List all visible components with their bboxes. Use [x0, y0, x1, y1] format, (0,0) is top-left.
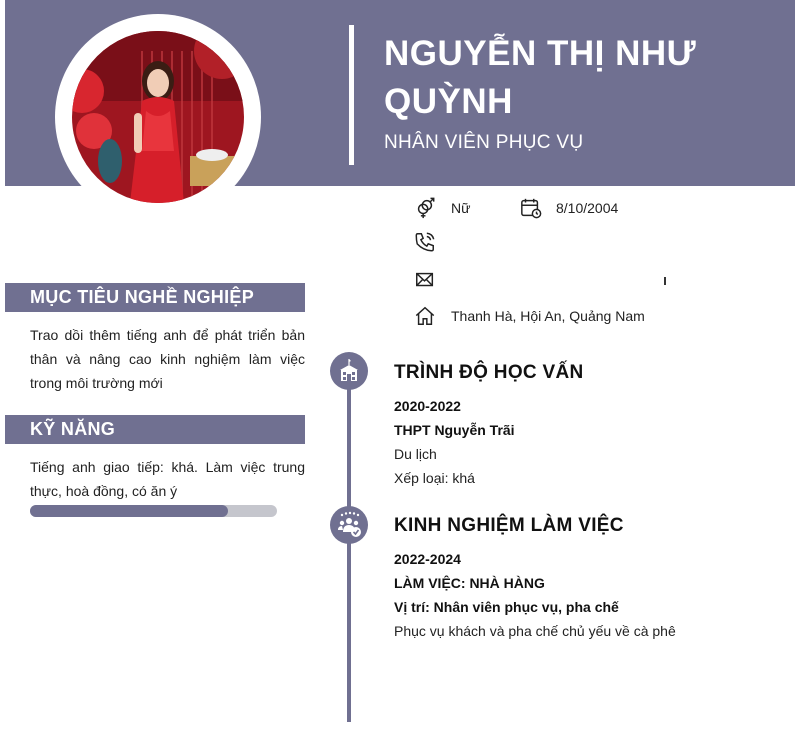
title-accent-bar — [349, 25, 354, 165]
gender-icon — [414, 197, 436, 219]
experience-period: 2022-2024 — [394, 551, 461, 567]
education-heading: TRÌNH ĐỘ HỌC VẤN — [394, 362, 584, 383]
address-value: Thanh Hà, Hội An, Quảng Nam — [451, 308, 645, 324]
phone-icon — [414, 231, 436, 253]
objective-text: Trao dồi thêm tiếng anh để phát triển bản thân và nâng cao kinh nghiệm làm việc trong môi trường mới — [30, 327, 305, 391]
team-award-icon — [330, 506, 368, 544]
avatar — [72, 31, 244, 203]
education-period: 2020-2022 — [394, 398, 461, 414]
home-icon — [414, 305, 436, 327]
school-icon — [330, 352, 368, 390]
education-major: Du lịch — [394, 446, 437, 462]
candidate-name: NGUYỄN THỊ NHƯ QUỲNH — [384, 34, 697, 121]
email-trailing-mark — [664, 277, 666, 285]
address-row — [414, 305, 645, 327]
education-grade: Xếp loại: khá — [394, 470, 475, 486]
experience-node — [330, 506, 368, 544]
experience-position: Vị trí: Nhân viên phục vụ, pha chế — [394, 599, 619, 615]
birthday-value: 8/10/2004 — [556, 200, 619, 216]
experience-heading: KINH NGHIỆM LÀM VIỆC — [394, 515, 624, 536]
experience-workplace: LÀM VIỆC: NHÀ HÀNG — [394, 575, 545, 591]
skills-heading: KỸ NĂNG — [5, 415, 305, 444]
skill-progress-track — [30, 505, 277, 517]
candidate-role: NHÂN VIÊN PHỤC VỤ — [384, 132, 584, 153]
timeline-line — [347, 370, 351, 722]
birthday-row — [520, 197, 618, 219]
education-school: THPT Nguyễn Trãi — [394, 422, 515, 438]
email-row — [414, 269, 451, 291]
gender-value: Nữ — [451, 200, 471, 216]
skill-progress-fill — [30, 505, 228, 517]
gender-row — [414, 197, 470, 219]
calendar-icon — [520, 197, 542, 219]
avatar-photo — [72, 31, 244, 203]
phone-row — [414, 231, 451, 253]
email-icon — [414, 269, 436, 291]
education-node — [330, 352, 368, 390]
skills-text: Tiếng anh giao tiếp: khá. Làm việc trung thực, hoà đồng, có ăn ý — [30, 459, 305, 499]
experience-description: Phục vụ khách và pha chế chủ yếu về cà phê — [394, 623, 676, 639]
objective-heading: MỤC TIÊU NGHỀ NGHIỆP — [5, 283, 305, 312]
